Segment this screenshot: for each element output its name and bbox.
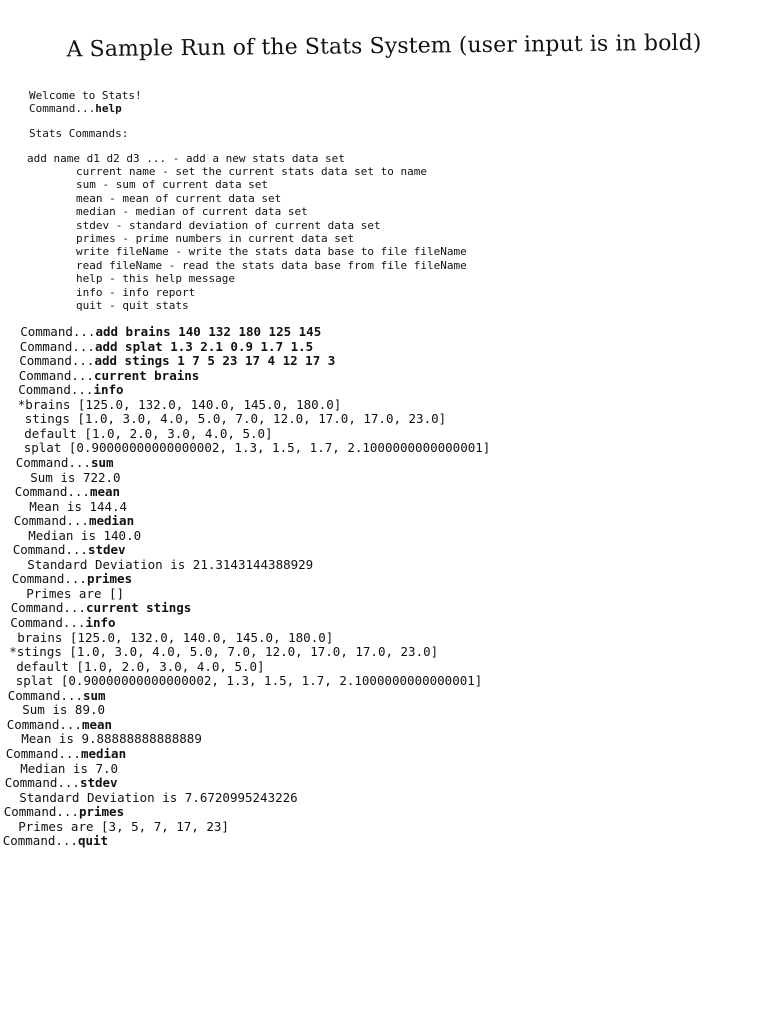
output-line: stings [1.0, 3.0, 4.0, 5.0, 7.0, 12.0, 17.0, 17.0, 23.0] [17,411,447,427]
output-line: brains [125.0, 132.0, 140.0, 145.0, 180.0] [9,629,334,645]
output-line: Standard Deviation is 7.6720995243226 [4,789,298,805]
command-line [18,383,123,398]
output-line: default [1.0, 2.0, 3.0, 4.0, 5.0] [8,658,265,674]
help-command-item: info - info report [76,285,196,299]
output-line: default [1.0, 2.0, 3.0, 4.0, 5.0] [16,425,273,441]
command-prompt: Command... [14,484,90,500]
command-prompt: Command... [4,775,80,791]
output-line: Primes are [] [11,585,125,601]
command-prompt: Command... [19,338,95,354]
command-line [10,616,115,631]
output-line: Sum is 89.0 [7,702,106,718]
command-prompt: Command... [5,745,81,761]
command-line [20,325,321,340]
welcome-greeting: Welcome to Stats! [29,89,142,102]
command-input: sum [90,454,114,470]
help-command-item: read fileName - read the stats data base from file fileName [76,258,467,272]
output-line: Standard Deviation is 21.3143144388929 [12,556,314,572]
command-prompt: Command... [11,571,87,587]
command-line [7,718,112,733]
help-command-item: help - this help message [76,272,235,286]
output-line: Mean is 144.4 [14,498,128,514]
command-input: current brains [93,367,200,383]
command-input: help [95,102,122,115]
command-input: median [80,745,127,761]
output-line: Median is 7.0 [5,760,119,776]
help-command-item: stdev - standard deviation of current data set [76,218,381,232]
command-input: mean [89,484,121,500]
help-command-item: primes - prime numbers in current data set [76,232,355,245]
command-line [19,354,335,369]
help-header: Stats Commands: [29,127,129,140]
output-line: *brains [125.0, 132.0, 140.0, 145.0, 180.0] [17,396,342,412]
command-prompt: Command... [20,324,96,339]
command-input: primes [86,571,133,587]
command-prompt: Command... [2,833,78,849]
command-line [20,340,314,355]
command-line [11,601,192,616]
output-line: Primes are [3, 5, 7, 17, 23] [3,818,229,834]
output-line: Mean is 9.88888888888889 [6,731,202,747]
output-line: Sum is 722.0 [15,469,121,485]
command-input: median [88,513,135,529]
command-prompt: Command... [18,367,94,383]
command-line [13,543,126,558]
help-command-item: mean - mean of current data set [76,191,282,205]
command-line [16,456,114,471]
command-prompt: Command... [29,102,96,115]
command-prompt: Command... [15,454,91,470]
command-input: sum [82,687,106,703]
command-input: current stings [85,600,192,616]
command-line [3,834,108,849]
command-input: stdev [79,775,118,791]
help-command-item: sum - sum of current data set [76,178,269,192]
command-input: add stings 1 7 5 23 17 4 12 17 3 [94,353,336,369]
help-command-item: quit - quit stats [76,299,189,312]
command-input: quit [77,833,109,849]
command-line [19,369,200,384]
output-line: splat [0.90000000000000002, 1.3, 1.5, 1.7, 2.1000000000000001] [8,673,483,689]
output-line: splat [0.90000000000000002, 1.3, 1.5, 1.7, 2.1000000000000001] [16,440,491,456]
help-add-line: add name d1 d2 d3 ... - add a new stats data set [27,152,345,165]
command-line [6,747,126,762]
command-prompt: Command... [13,513,89,529]
command-prompt: Command... [10,600,86,616]
command-input: add brains 140 132 180 125 145 [95,324,322,339]
command-input: info [93,382,124,398]
command-prompt: Command... [10,615,86,630]
command-line [4,805,124,820]
page-title: A Sample Run of the Stats System (user input is in bold) [66,30,702,63]
output-line: Median is 140.0 [13,527,142,543]
command-line [5,776,118,791]
command-input: primes [78,804,125,820]
command-prompt: Command... [3,804,79,820]
help-command-item: current name - set the current stats data set to name [76,165,427,178]
command-prompt: Command... [12,542,88,558]
command-input: info [85,615,116,630]
command-prompt: Command... [19,353,95,369]
output-line: *stings [1.0, 3.0, 4.0, 5.0, 7.0, 12.0, 17.0, 17.0, 23.0] [9,644,439,660]
command-line [12,572,132,587]
command-input: stdev [87,542,126,558]
command-line [8,689,106,704]
command-input: add splat 1.3 2.1 0.9 1.7 1.5 [94,338,314,354]
command-line [15,485,120,500]
command-prompt: Command... [18,382,94,398]
command-prompt: Command... [7,687,83,703]
command-prompt: Command... [6,716,82,732]
help-command-item: median - median of current data set [76,205,308,219]
help-command-item: write fileName - write the stats data base to file fileName [76,245,467,259]
welcome-command-line [29,102,122,115]
command-line [14,514,134,529]
command-input: mean [81,716,113,732]
